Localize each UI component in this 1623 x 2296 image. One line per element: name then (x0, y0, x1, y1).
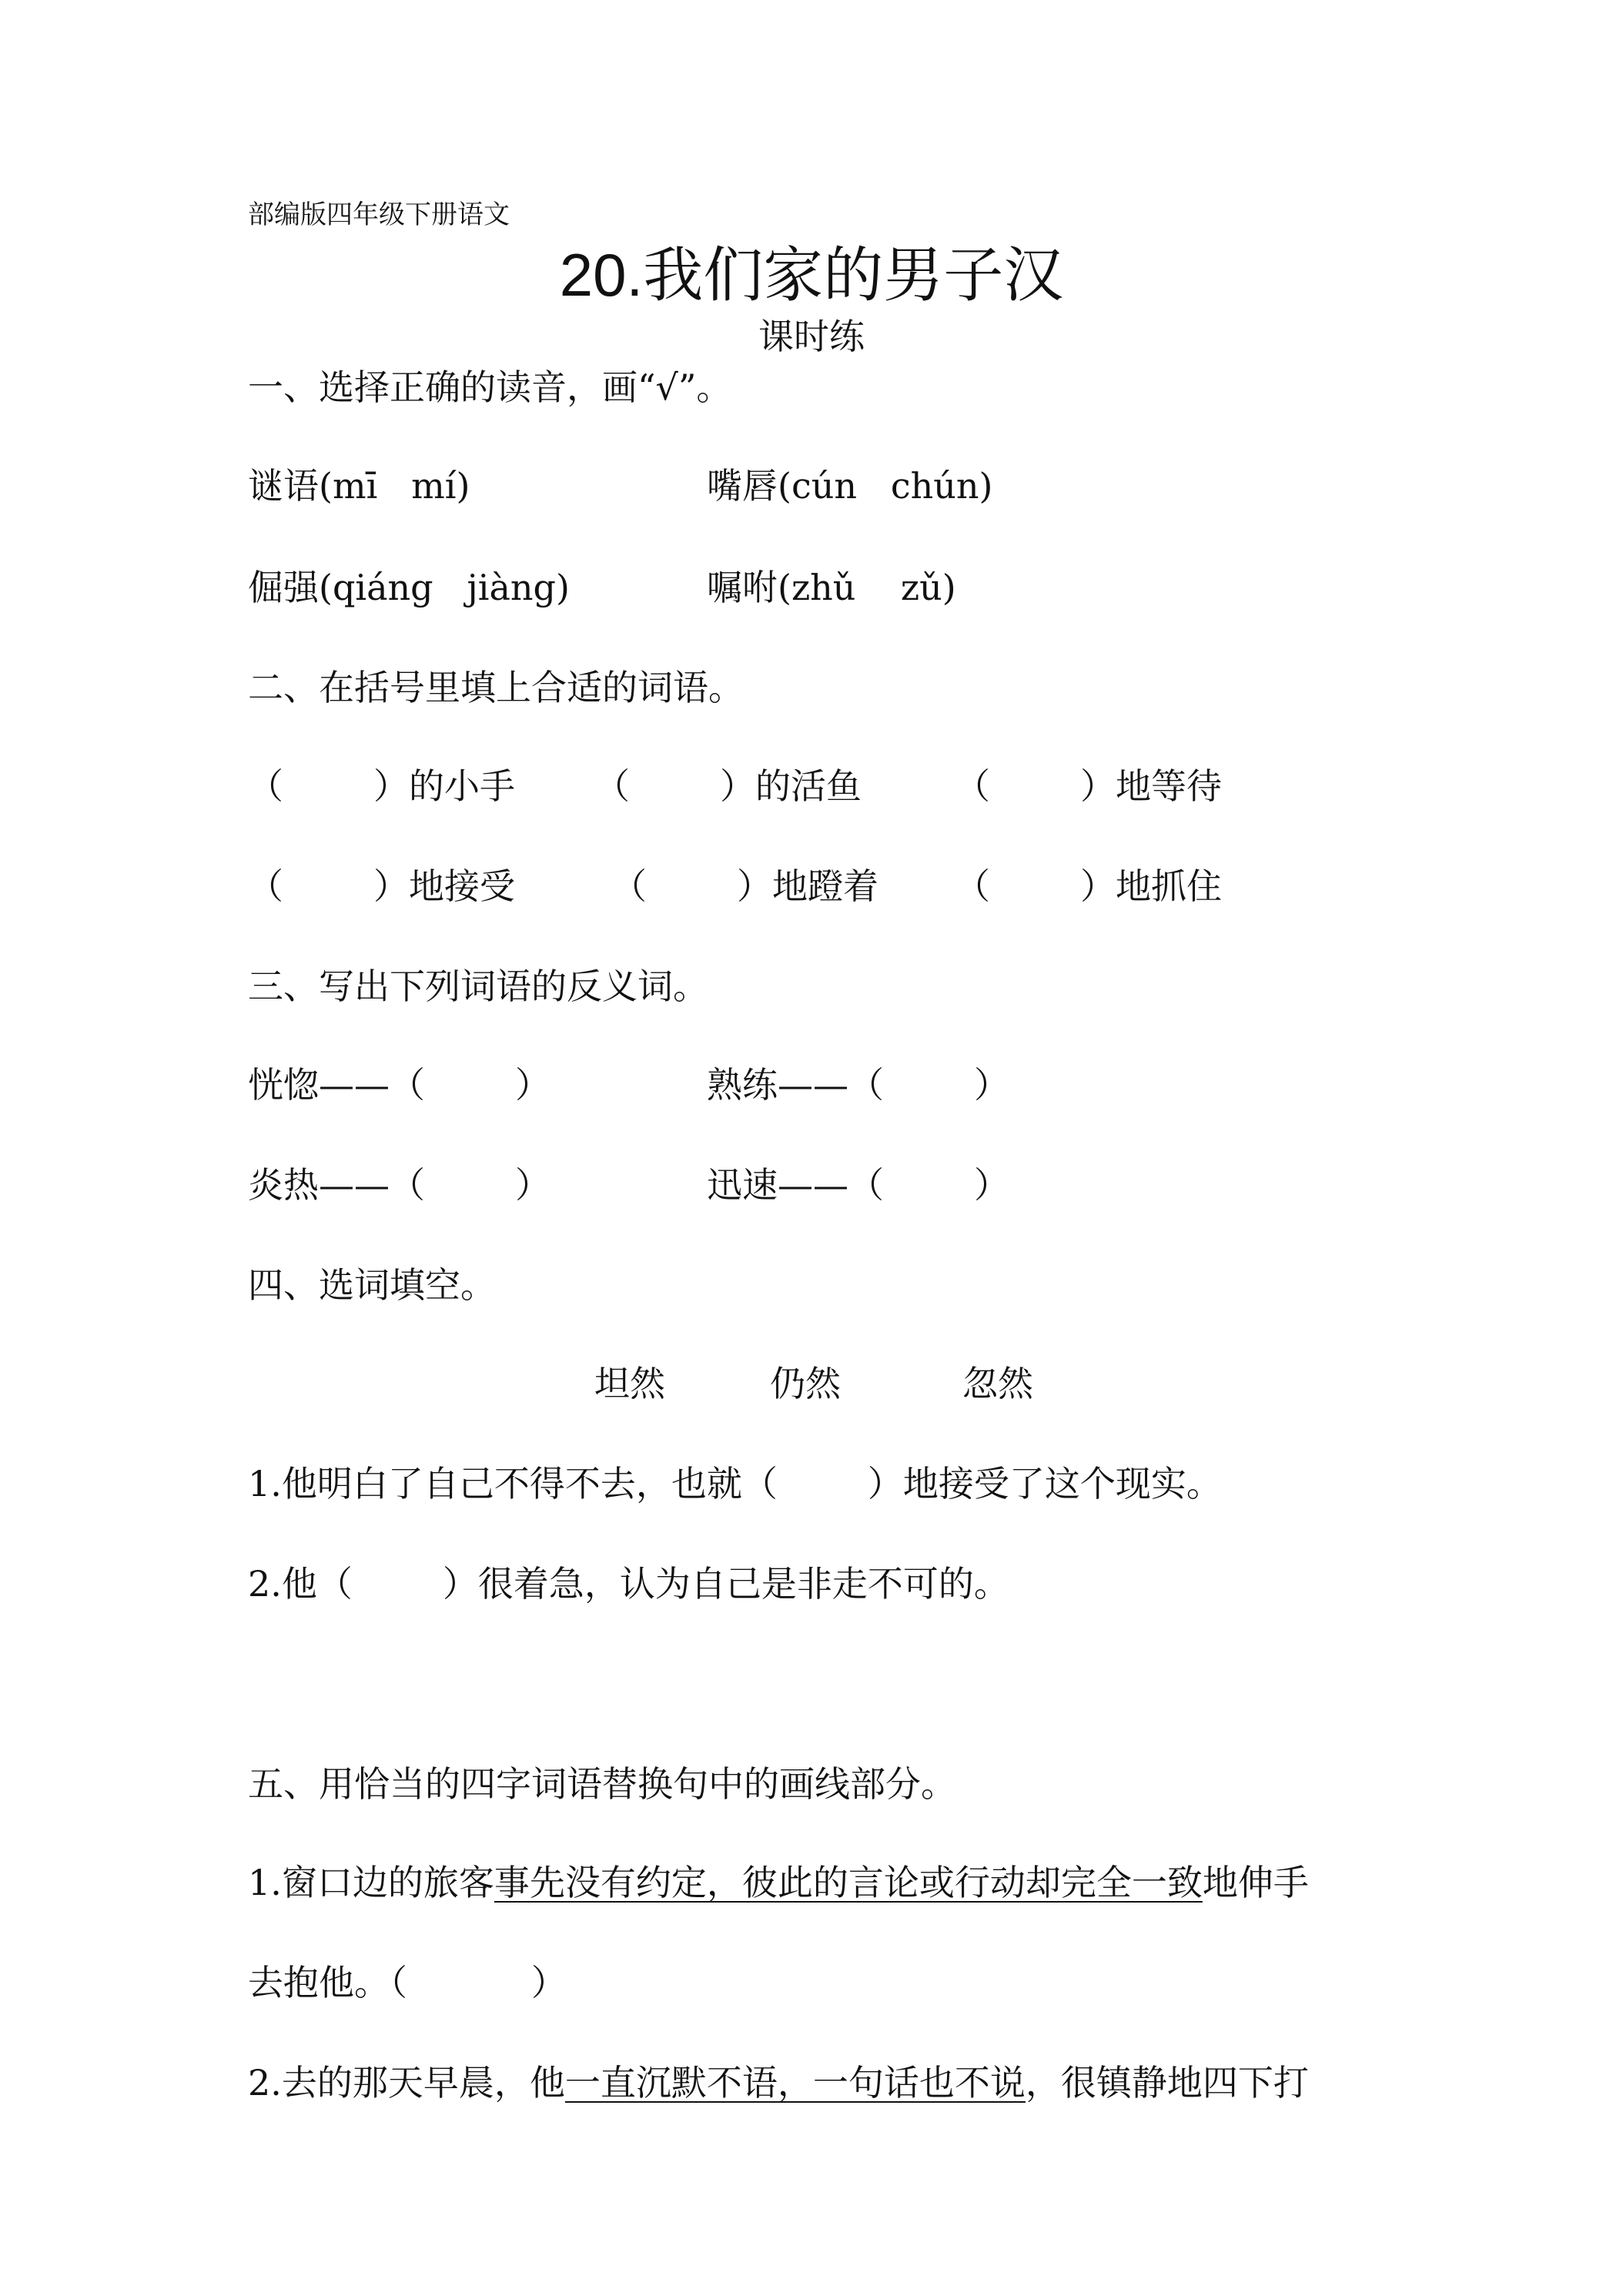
pinyin-item: 嘴唇(cún chún) (707, 465, 993, 507)
antonym-item: 熟练——（ ） (707, 1064, 1009, 1106)
word-bank-item: 坦然 (594, 1363, 665, 1404)
question-line (248, 1862, 1309, 1903)
antonym-item: 炎热——（ ） (248, 1164, 550, 1206)
fill-item: （ ）地抓住 (955, 865, 1222, 907)
question-text: ，很镇静地四下打 (1025, 2062, 1309, 2104)
fill-item: （ ）地蹬着 (611, 865, 878, 907)
fill-item: （ ）的小手 (248, 765, 515, 807)
header-note: 部编版四年级下册语文 (248, 199, 510, 230)
pinyin-item: 倔强(qiáng jiàng) (248, 567, 570, 608)
page-title: 20.我们家的男子汉 (559, 241, 1064, 309)
underlined-phrase: 一直沉默不语，一句话也不说 (564, 2062, 1026, 2104)
pinyin-item: 谜语(mī mí) (248, 465, 470, 507)
question-line: 1.他明白了自己不得不去，也就（ ）地接受了这个现实。 (248, 1463, 1222, 1504)
question-text: 1.窗口边的旅客 (248, 1862, 494, 1903)
fill-item: （ ）地接受 (248, 865, 515, 907)
question-line: 去抱他。（ ） (248, 1962, 567, 2003)
antonym-item: 迅速——（ ） (707, 1164, 1009, 1206)
question-line (248, 2062, 1309, 2104)
fill-item: （ ）地等待 (955, 765, 1222, 807)
section3-heading: 三、写出下列词语的反义词。 (248, 966, 708, 1007)
section2-heading: 二、在括号里填上合适的词语。 (248, 667, 744, 708)
section5-heading: 五、用恰当的四字词语替换句中的画线部分。 (248, 1763, 956, 1805)
antonym-item: 恍惚——（ ） (248, 1064, 550, 1106)
underlined-phrase: 事先没有约定，彼此的言论或行动却完全一致 (494, 1862, 1203, 1903)
page-subtitle: 课时练 (758, 316, 865, 357)
section4-heading: 四、选词填空。 (248, 1264, 496, 1306)
question-text: 2.去的那天早晨，他 (248, 2062, 565, 2104)
section1-heading: 一、选择正确的读音，画“√”。 (248, 366, 732, 408)
fill-item: （ ）的活鱼 (594, 765, 862, 807)
pinyin-item: 嘱咐(zhǔ zǔ) (707, 567, 956, 608)
question-line: 2.他（ ）很着急，认为自己是非走不可的。 (248, 1563, 1009, 1605)
word-bank-item: 仍然 (770, 1363, 841, 1404)
word-bank-item: 忽然 (962, 1363, 1033, 1404)
question-text: 地伸手 (1202, 1862, 1309, 1903)
